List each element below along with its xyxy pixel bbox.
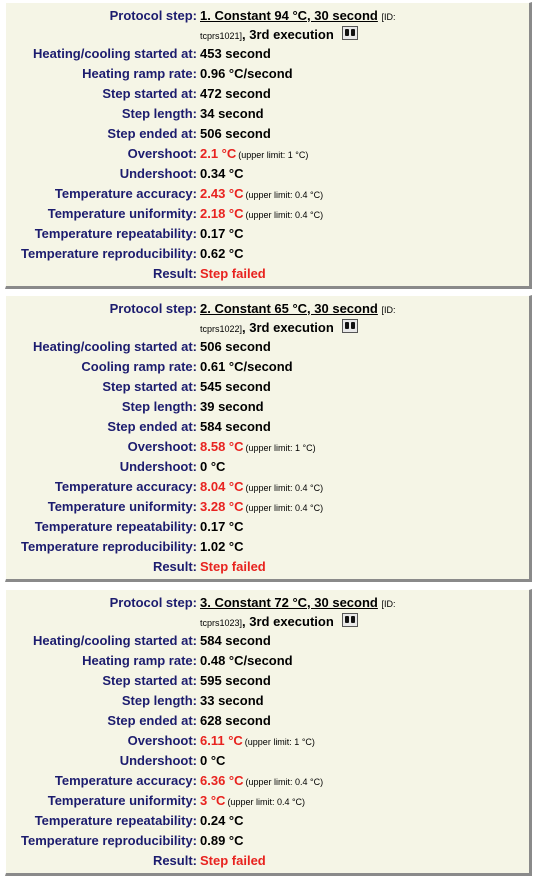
undershoot-label: Undershoot:: [119, 753, 197, 768]
ramp-rate-label: Heating ramp rate:: [82, 66, 197, 81]
overshoot-value: 6.11 °C: [200, 733, 243, 748]
temp-uniformity-value: 3 °C: [200, 793, 226, 808]
protocol-step-label: Protocol step:: [109, 301, 197, 316]
temp-uniformity-cell: [200, 498, 396, 518]
execution-text: , 3rd execution: [242, 614, 334, 629]
temp-accuracy-limit-note: (upper limit: 0.4 °C): [245, 777, 324, 787]
step-started-label: Step started at:: [102, 86, 197, 101]
step-panel-2: [5, 295, 532, 582]
temp-accuracy-cell: [200, 772, 396, 792]
ramp-rate-value: 0.48 °C/second: [200, 653, 293, 668]
step-length-value: 34 second: [200, 106, 264, 121]
temp-accuracy-label: Temperature accuracy:: [54, 479, 197, 494]
execution-text: , 3rd execution: [242, 320, 334, 335]
ramp-rate-label: Heating ramp rate:: [82, 653, 197, 668]
temp-repeatability-label: Temperature repeatability:: [34, 226, 197, 241]
step-length-value: 33 second: [200, 693, 264, 708]
heating-cooling-started-label: Heating/cooling started at:: [33, 46, 197, 61]
step-ended-value: 506 second: [200, 126, 271, 141]
step-ended-value: 584 second: [200, 419, 271, 434]
overshoot-limit-note: (upper limit: 1 °C): [238, 150, 309, 160]
temp-repeatability-value: 0.24 °C: [200, 813, 244, 828]
temp-uniformity-cell: [200, 205, 396, 225]
step-started-label: Step started at:: [102, 673, 197, 688]
undershoot-label: Undershoot:: [119, 459, 197, 474]
step-ended-label: Step ended at:: [107, 419, 197, 434]
overshoot-label: Overshoot:: [127, 439, 197, 454]
ramp-rate-label: Cooling ramp rate:: [81, 359, 197, 374]
step-started-value: 595 second: [200, 673, 271, 688]
overshoot-cell: [200, 438, 396, 458]
protocol-step-value: [200, 594, 396, 632]
protocol-step-link[interactable]: 2. Constant 65 °C, 30 second: [200, 301, 378, 316]
result-value: Step failed: [200, 853, 266, 868]
heating-cooling-started-value: 584 second: [200, 633, 271, 648]
overshoot-value: 8.58 °C: [200, 439, 244, 454]
protocol-step-link[interactable]: 3. Constant 72 °C, 30 second: [200, 595, 378, 610]
temp-uniformity-label: Temperature uniformity:: [47, 206, 197, 221]
ramp-rate-value: 0.96 °C/second: [200, 66, 293, 81]
temp-repeatability-value: 0.17 °C: [200, 226, 244, 241]
temp-uniformity-value: 3.28 °C: [200, 499, 244, 514]
protocol-step-value: [200, 300, 396, 338]
step-length-value: 39 second: [200, 399, 264, 414]
result-label: Result:: [152, 266, 197, 281]
temp-uniformity-cell: [200, 792, 396, 812]
step-panel-1: [5, 2, 532, 289]
temp-accuracy-limit-note: (upper limit: 0.4 °C): [245, 190, 324, 200]
temp-repeatability-label: Temperature repeatability:: [34, 813, 197, 828]
temp-accuracy-label: Temperature accuracy:: [54, 773, 197, 788]
overshoot-value: 2.1 °C: [200, 146, 237, 161]
temp-repeatability-value: 0.17 °C: [200, 519, 244, 534]
overshoot-cell: [200, 732, 396, 752]
protocol-id: tcprs1023]: [200, 618, 243, 628]
step-length-label: Step length:: [121, 106, 197, 121]
protocol-step-value: [200, 7, 396, 45]
ramp-rate-value: 0.61 °C/second: [200, 359, 293, 374]
protocol-id: tcprs1021]: [200, 31, 243, 41]
temp-reproducibility-value: 0.89 °C: [200, 833, 244, 848]
step-ended-value: 628 second: [200, 713, 271, 728]
undershoot-value: 0 °C: [200, 753, 226, 768]
undershoot-value: 0.34 °C: [200, 166, 244, 181]
result-value: Step failed: [200, 559, 266, 574]
step-started-label: Step started at:: [102, 379, 197, 394]
step-length-label: Step length:: [121, 399, 197, 414]
step-ended-label: Step ended at:: [107, 713, 197, 728]
step-length-label: Step length:: [121, 693, 197, 708]
overshoot-label: Overshoot:: [127, 733, 197, 748]
binoculars-icon[interactable]: [342, 319, 358, 333]
protocol-step-label: Protocol step:: [109, 8, 197, 23]
temp-accuracy-value: 8.04 °C: [200, 479, 244, 494]
temp-repeatability-label: Temperature repeatability:: [34, 519, 197, 534]
step-table: [8, 7, 396, 285]
overshoot-limit-note: (upper limit: 1 °C): [245, 443, 316, 453]
temp-reproducibility-label: Temperature reproducibility:: [20, 539, 197, 554]
heating-cooling-started-value: 506 second: [200, 339, 271, 354]
temp-accuracy-cell: [200, 185, 396, 205]
step-started-value: 545 second: [200, 379, 271, 394]
temp-accuracy-cell: [200, 478, 396, 498]
undershoot-label: Undershoot:: [119, 166, 197, 181]
temp-accuracy-value: 2.43 °C: [200, 186, 244, 201]
overshoot-cell: [200, 145, 396, 165]
heating-cooling-started-value: 453 second: [200, 46, 271, 61]
temp-uniformity-limit-note: (upper limit: 0.4 °C): [227, 797, 306, 807]
protocol-id: tcprs1022]: [200, 324, 243, 334]
binoculars-icon[interactable]: [342, 613, 358, 627]
step-ended-label: Step ended at:: [107, 126, 197, 141]
protocol-id-prefix: [ID:: [381, 12, 396, 22]
binoculars-icon[interactable]: [342, 26, 358, 40]
result-label: Result:: [152, 853, 197, 868]
step-table: [8, 300, 396, 578]
temp-accuracy-value: 6.36 °C: [200, 773, 244, 788]
heating-cooling-started-label: Heating/cooling started at:: [33, 633, 197, 648]
temp-uniformity-limit-note: (upper limit: 0.4 °C): [245, 210, 324, 220]
protocol-id-prefix: [ID:: [381, 305, 396, 315]
overshoot-limit-note: (upper limit: 1 °C): [244, 737, 315, 747]
temp-accuracy-label: Temperature accuracy:: [54, 186, 197, 201]
protocol-id-prefix: [ID:: [381, 599, 396, 609]
result-value: Step failed: [200, 266, 266, 281]
temp-uniformity-value: 2.18 °C: [200, 206, 244, 221]
execution-text: , 3rd execution: [242, 27, 334, 42]
protocol-step-label: Protocol step:: [109, 595, 197, 610]
result-label: Result:: [152, 559, 197, 574]
step-table: [8, 594, 396, 872]
temp-reproducibility-label: Temperature reproducibility:: [20, 833, 197, 848]
protocol-step-link[interactable]: 1. Constant 94 °C, 30 second: [200, 8, 378, 23]
temp-uniformity-label: Temperature uniformity:: [47, 499, 197, 514]
temp-reproducibility-label: Temperature reproducibility:: [20, 246, 197, 261]
temp-uniformity-limit-note: (upper limit: 0.4 °C): [245, 503, 324, 513]
overshoot-label: Overshoot:: [127, 146, 197, 161]
temp-reproducibility-value: 1.02 °C: [200, 539, 244, 554]
temp-uniformity-label: Temperature uniformity:: [47, 793, 197, 808]
undershoot-value: 0 °C: [200, 459, 226, 474]
heating-cooling-started-label: Heating/cooling started at:: [33, 339, 197, 354]
temp-reproducibility-value: 0.62 °C: [200, 246, 244, 261]
step-panel-3: [5, 589, 532, 876]
temp-accuracy-limit-note: (upper limit: 0.4 °C): [245, 483, 324, 493]
step-started-value: 472 second: [200, 86, 271, 101]
